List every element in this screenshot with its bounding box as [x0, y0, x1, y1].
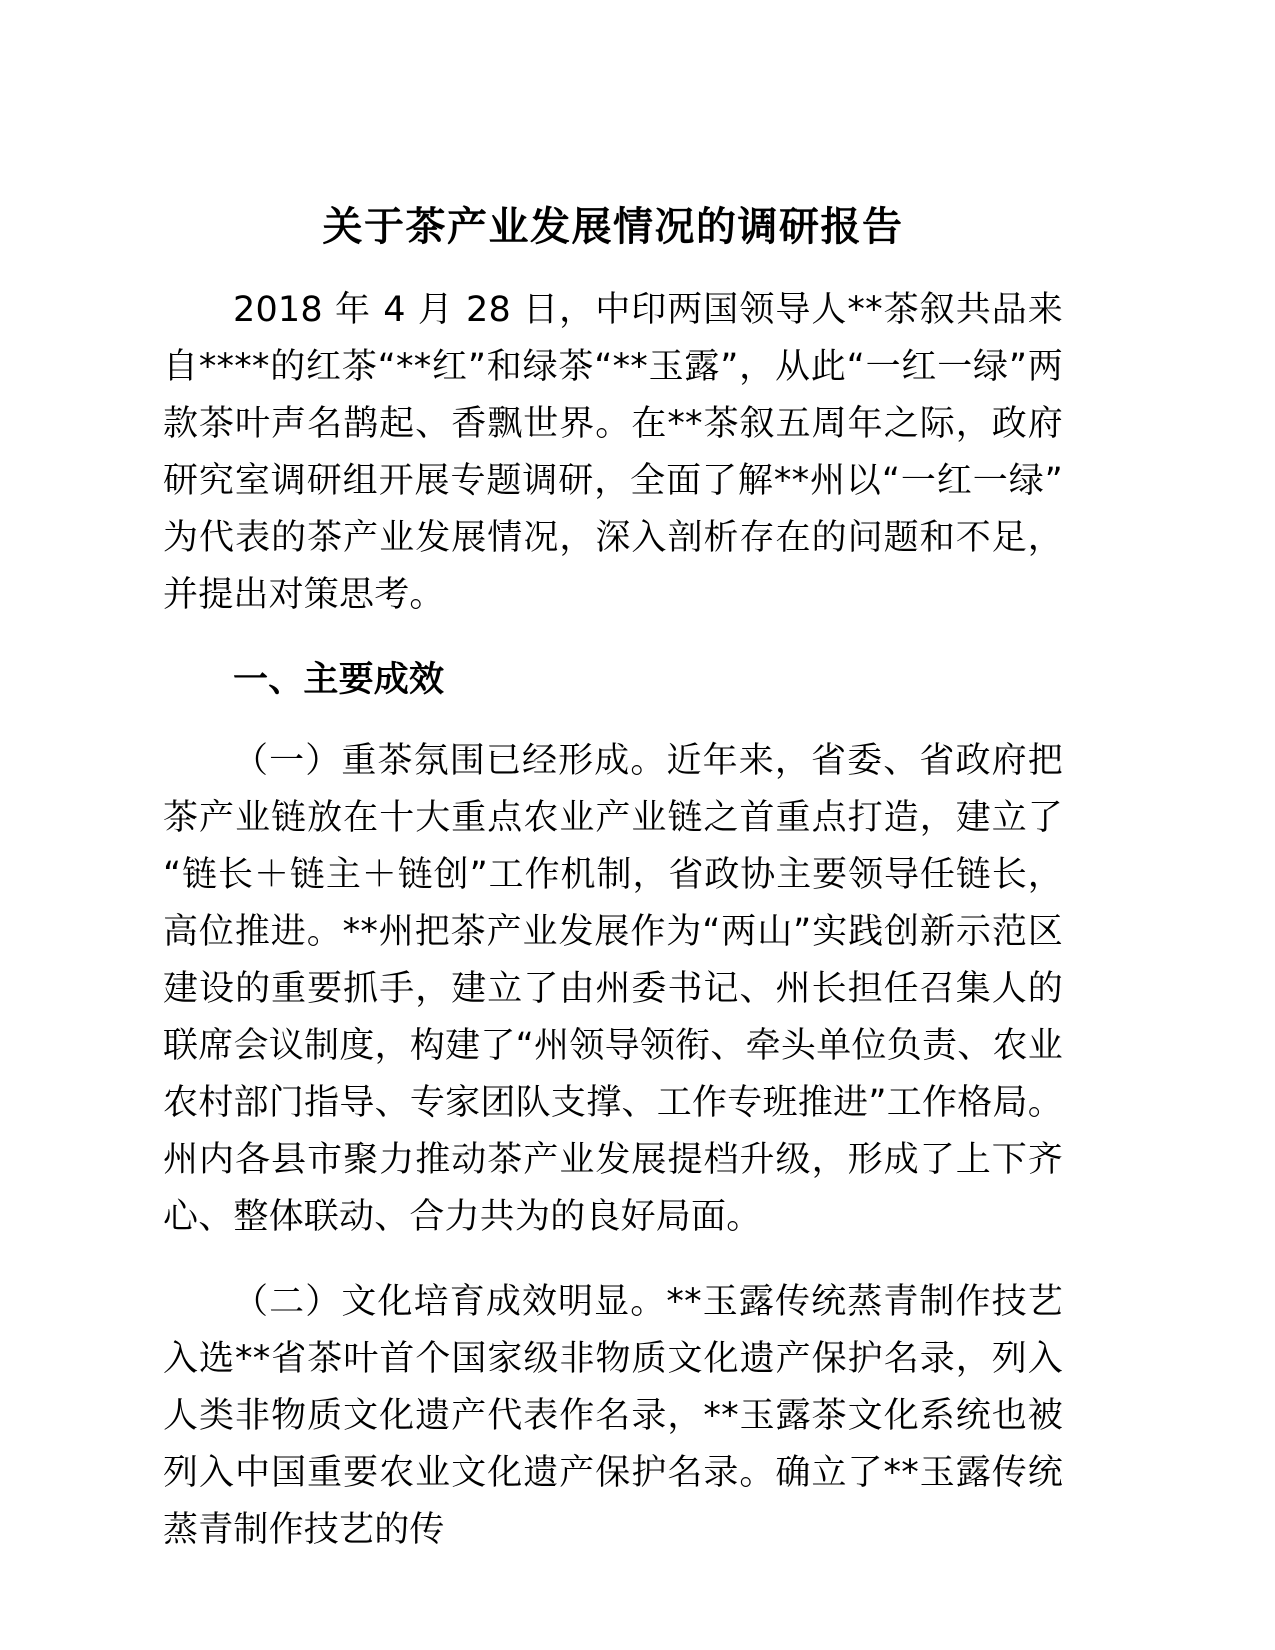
heading-spacer — [163, 709, 1063, 733]
paragraph-spacer — [163, 624, 1063, 652]
subsection-paragraph-1: （一）重茶氛围已经形成。近年来，省委、省政府把茶产业链放在十大重点农业产业链之首重点打造，建立了“链长＋链主＋链创”工作机制，省政协主要领导任链长，高位推进。**州把茶产业发展作为“两山”实践创新示范区建设的重要抓手，建立了由州委书记、州长担任召集人的联席会议制度，构建了“州领导领衔、牵头单位负责、农业农村部门指导、专家团队支撑、工作专班推进”工作格局。州内各县市聚力推动茶产业发展提档升级，形成了上下齐心、整体联动、合力共为的良好局面。 — [163, 741, 1063, 1237]
subsection-paragraph-2: （二）文化培育成效明显。**玉露传统蒸青制作技艺入选**省茶叶首个国家级非物质文化遗产保护名录，列入人类非物质文化遗产代表作名录，**玉露茶文化系统也被列入中国重要农业文化遗产保护名录。确立了**玉露传统蒸青制作技艺的传 — [163, 1282, 1063, 1550]
page-title: 关于茶产业发展情况的调研报告 — [322, 204, 904, 250]
document-body — [163, 198, 1063, 1559]
paragraph-spacer-2 — [163, 1246, 1063, 1274]
section-heading-1: 一、主要成效 — [233, 660, 445, 700]
intro-paragraph: 2018 年 4 月 28 日，中印两国领导人**茶叙共品来自****的红茶“**红”和绿茶“**玉露”，从此“一红一绿”两款茶叶声名鹊起、香飘世界。在**茶叙五周年之际，政府研究室调研组开展专题调研，全面了解**州以“一红一绿”为代表的茶产业发展情况，深入剖析存在的问题和不足，并提出对策思考。 — [163, 290, 1063, 615]
